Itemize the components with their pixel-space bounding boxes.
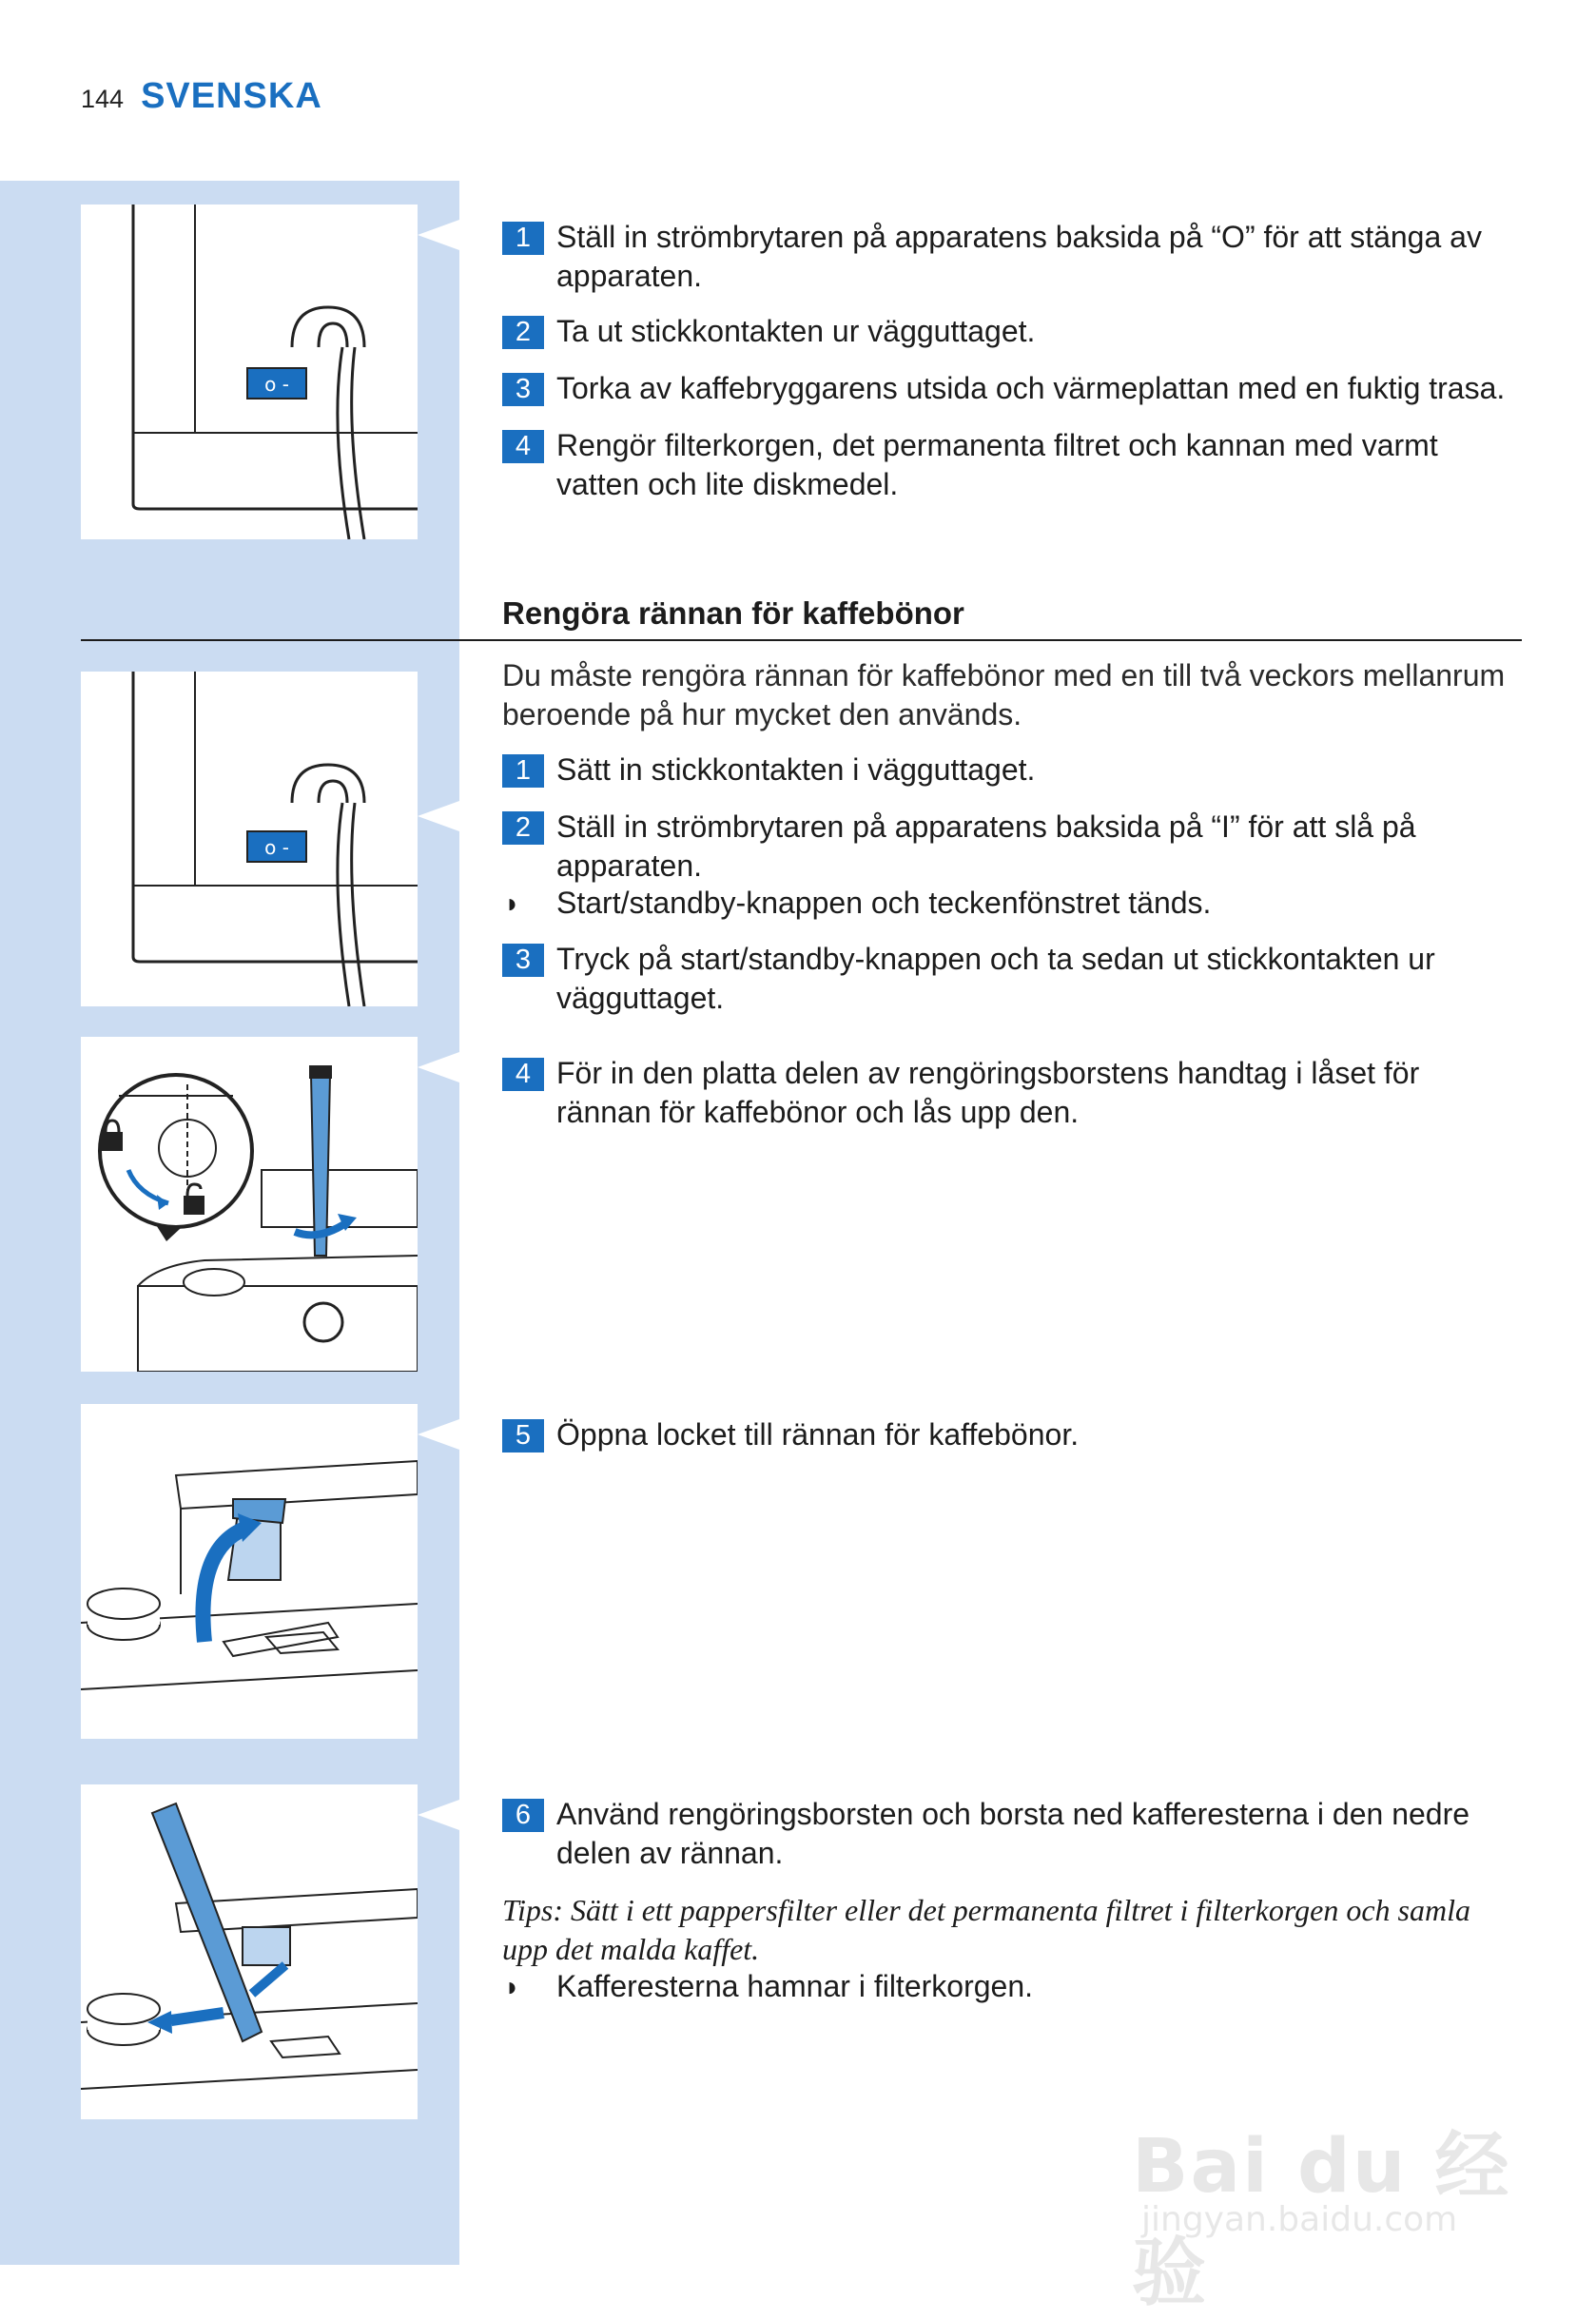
- step-2-section1: [502, 312, 1522, 351]
- watermark-url: jingyan.baidu.com: [1141, 2200, 1458, 2239]
- step-text: Ställ in strömbrytaren på apparatens baksida på “I” för att slå på apparaten.: [556, 809, 1416, 883]
- step-number: 4: [502, 430, 544, 463]
- step-text: För in den platta delen av rengöringsborstens handtag i låset för rännan för kaffebönor och lås upp den.: [556, 1056, 1420, 1129]
- step-text: Rengör filterkorgen, det permanenta filtret och kannan med varmt vatten och lite diskmedel.: [556, 428, 1438, 501]
- figure-open-lid: [81, 1404, 418, 1739]
- step-text: Sätt in stickkontakten i vägguttaget.: [556, 752, 1036, 787]
- step-6-section2: [502, 1795, 1522, 1873]
- step-number: 4: [502, 1058, 544, 1091]
- bullet-icon: ◗: [504, 888, 520, 918]
- step-3-section2: [502, 940, 1522, 1018]
- step-number: 2: [502, 811, 544, 845]
- switch-on-illustration: [81, 672, 418, 1006]
- step-text: Ta ut stickkontakten ur vägguttaget.: [556, 314, 1036, 348]
- step-4-section1: [502, 426, 1522, 504]
- step-number: 3: [502, 944, 544, 977]
- watermark-logo: Bai du 经验: [1132, 2124, 1511, 2316]
- heading-divider: [81, 639, 1522, 641]
- svg-text:o -: o -: [264, 836, 289, 859]
- tip-text: Tips: Sätt i ett pappersfilter eller det permanenta filtret i filterkorgen och samla upp det malda kaffet.: [502, 1893, 1470, 1966]
- step-4-section2: [502, 1054, 1522, 1132]
- step-number: 1: [502, 754, 544, 788]
- step-number: 2: [502, 316, 544, 349]
- open-lid-illustration: [81, 1404, 418, 1739]
- bullet-icon: ◗: [504, 1972, 520, 2001]
- step-number: 6: [502, 1799, 544, 1832]
- step-3-section1: [502, 369, 1522, 408]
- page-number: 144: [81, 85, 125, 113]
- step-number: 1: [502, 222, 544, 255]
- figure-switch-on: [81, 672, 418, 1006]
- figure-pointer: [418, 1800, 459, 1830]
- figure-unlock-chute: [81, 1037, 418, 1372]
- section-heading: Rengöra rännan för kaffebönor: [502, 595, 964, 631]
- figure-pointer: [418, 220, 459, 250]
- figure-pointer: [418, 1052, 459, 1082]
- figure-pointer: [418, 1419, 459, 1450]
- step-text: Öppna locket till rännan för kaffebönor.: [556, 1417, 1080, 1452]
- watermark: [1132, 2088, 1541, 2316]
- bullet-result-2: [502, 1967, 1522, 2006]
- step-2-section2: [502, 808, 1522, 886]
- unlock-illustration: [81, 1037, 418, 1372]
- figure-brush-cleaning: [81, 1784, 418, 2119]
- step-text: Använd rengöringsborsten och borsta ned kafferesterna i den nedre delen av rännan.: [556, 1797, 1470, 1870]
- figure-pointer: [418, 801, 459, 831]
- svg-text:o -: o -: [264, 373, 289, 396]
- step-number: 3: [502, 373, 544, 406]
- language-title: SVENSKA: [141, 76, 322, 116]
- step-number: 5: [502, 1419, 544, 1452]
- page-header: [81, 76, 322, 124]
- step-text: Torka av kaffebryggarens utsida och värmeplattan med en fuktig trasa.: [556, 371, 1506, 405]
- switch-off-illustration: [81, 205, 418, 539]
- brush-cleaning-illustration: [81, 1784, 418, 2119]
- section-intro: Du måste rengöra rännan för kaffebönor med en till två veckors mellanrum beroende på hur mycket den används.: [502, 658, 1506, 731]
- bullet-text: Start/standby-knappen och teckenfönstret tänds.: [556, 886, 1212, 920]
- step-text: Tryck på start/standby-knappen och ta sedan ut stickkontakten ur vägguttaget.: [556, 942, 1435, 1015]
- figure-switch-off: [81, 205, 418, 539]
- step-1-section1: [502, 218, 1522, 296]
- step-1-section2: [502, 751, 1522, 790]
- bullet-result-1: [502, 884, 1522, 923]
- step-5-section2: [502, 1415, 1522, 1454]
- step-text: Ställ in strömbrytaren på apparatens baksida på “O” för att stänga av apparaten.: [556, 220, 1482, 293]
- bullet-text: Kafferesterna hamnar i filterkorgen.: [556, 1969, 1033, 2003]
